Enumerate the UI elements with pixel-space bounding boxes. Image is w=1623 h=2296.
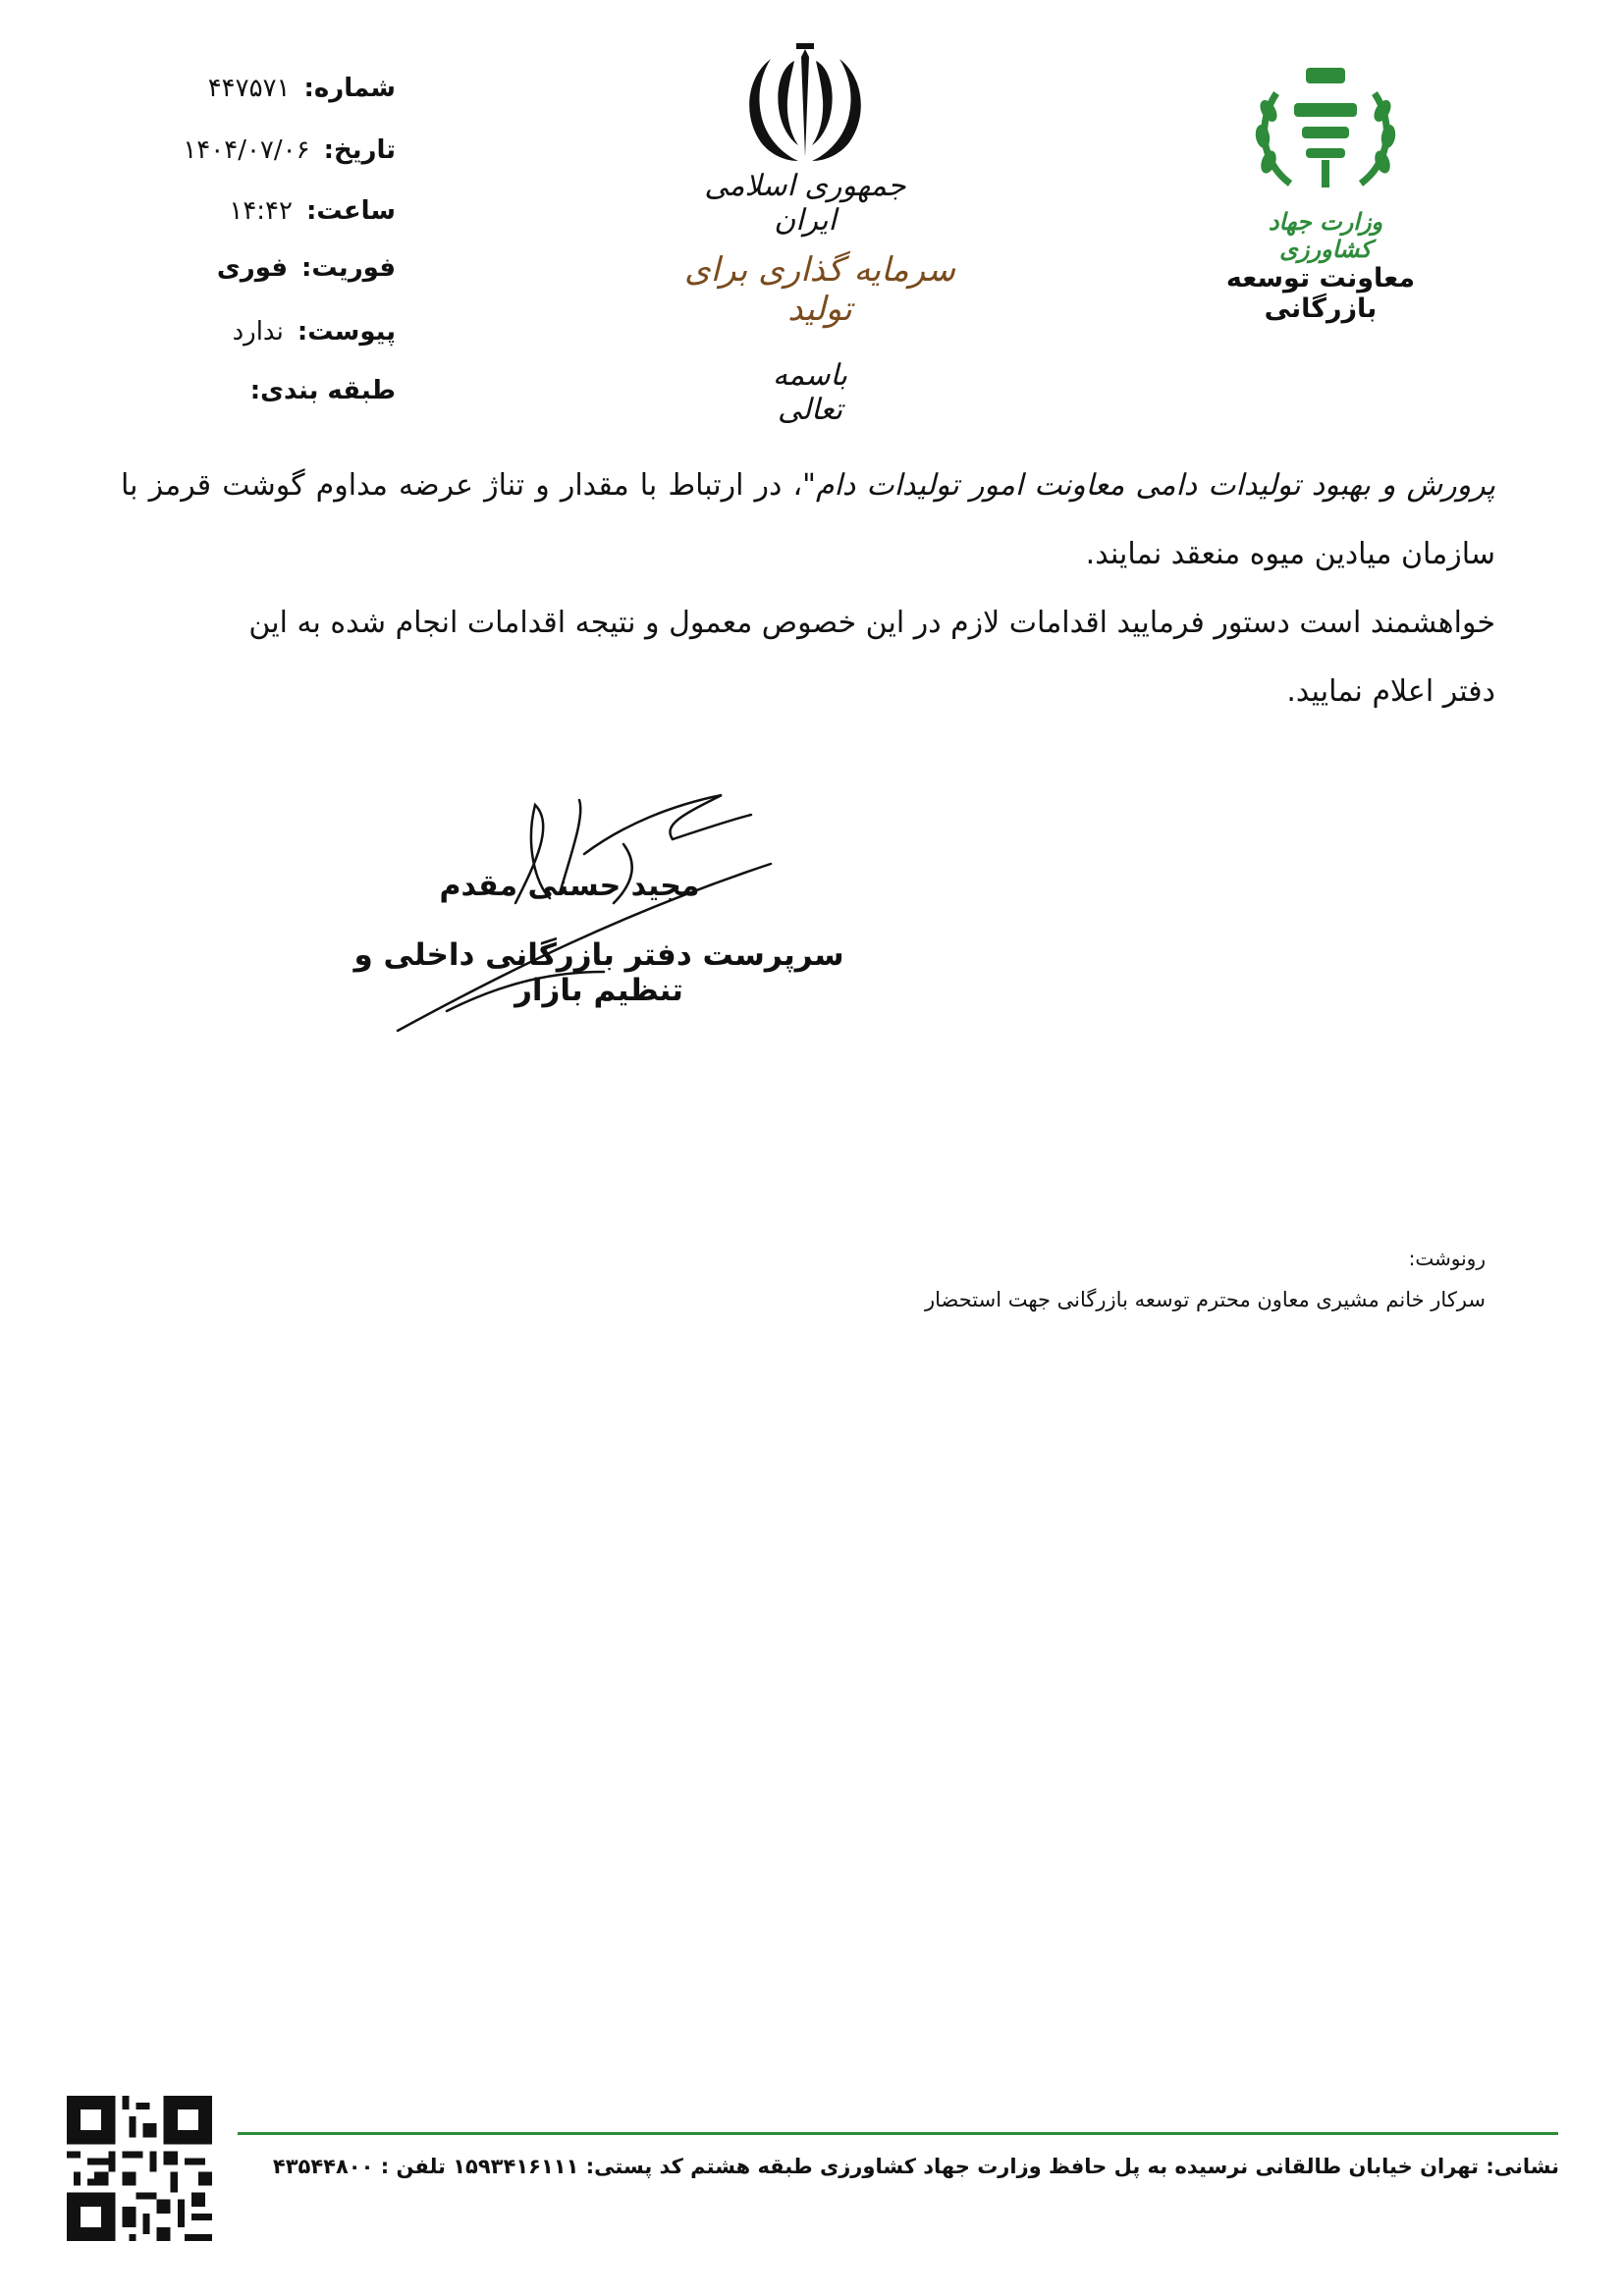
meta-priority: [140, 248, 396, 288]
number-label: شماره:: [303, 74, 396, 103]
body-paragraph-1-rest: "، در ارتباط با مقدار و تناژ عرضه مداوم گوشت قرمز با سازمان میادین میوه منعقد نمایند.: [121, 468, 1495, 571]
deputy-name: معاونت توسعه بازرگانی: [1225, 263, 1416, 324]
meta-date: [140, 131, 396, 170]
meta-time: [140, 191, 396, 231]
body-paragraph-1: [121, 452, 1495, 589]
government-name: جمهوری اسلامی ایران: [704, 169, 906, 238]
attachment-label: پیوست:: [297, 317, 396, 347]
number-value: ۴۴۷۵۷۱: [207, 74, 291, 103]
meta-classification: [140, 371, 396, 410]
meta-attachment: [140, 312, 396, 351]
footer-divider: [238, 2132, 1558, 2135]
attachment-value: ندارد: [232, 317, 284, 347]
ministry-logo-icon: [1247, 54, 1404, 201]
footer-address: نشانی: تهران خیابان طالقانی نرسیده به پل حافظ وزارت جهاد کشاورزی طبقه هشتم کد پستی: ۱۵۹۳۴۱۶۱۱۱ تلفن : ۴۳۵۴۴۸۰۰: [272, 2155, 1559, 2178]
date-value: ۱۴۰۴/۰۷/۰۶: [183, 135, 310, 165]
body-paragraph-1-italic: پرورش و بهبود تولیدات دامی معاونت امور تولیدات دام: [815, 468, 1496, 503]
ministry-name: وزارت جهاد کشاورزی: [1268, 208, 1383, 263]
signer-title: سرپرست دفتر بازرگانی داخلی و تنظیم بازار: [353, 937, 844, 1008]
meta-number: [140, 69, 396, 108]
cc-text: سرکار خانم مشیری معاون محترم توسعه بازرگانی جهت استحضار: [924, 1288, 1486, 1311]
time-label: ساعت:: [305, 196, 396, 226]
classification-label: طبقه بندی:: [249, 376, 396, 405]
slogan: سرمایه گذاری برای تولید: [684, 250, 955, 329]
iran-emblem-icon: [722, 39, 889, 177]
priority-label: فوریت:: [301, 253, 396, 283]
body-paragraph-2: خواهشمند است دستور فرمایید اقدامات لازم در این خصوص معمول و نتیجه اقدامات انجام شده به این دفتر اعلام نمایید.: [248, 606, 1495, 709]
time-value: ۱۴:۴۲: [229, 196, 293, 226]
bismillah: باسمه تعالی: [772, 358, 848, 427]
priority-value: فوری: [216, 253, 289, 283]
qr-code-icon: [67, 2096, 212, 2241]
cc-label: رونوشت:: [1408, 1247, 1486, 1270]
date-label: تاریخ:: [323, 135, 396, 165]
signer-name: مجید حسنی مقدم: [439, 869, 700, 903]
